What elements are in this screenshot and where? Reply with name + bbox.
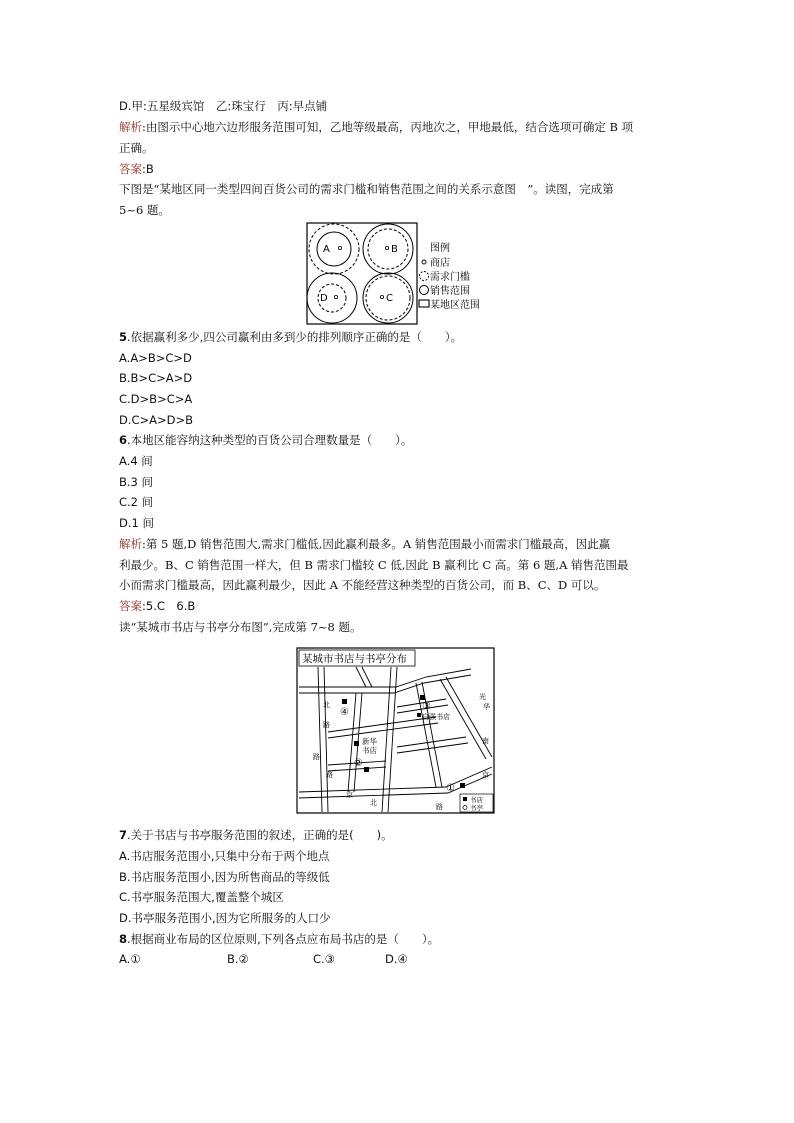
bookstore-2-marker <box>364 767 369 772</box>
road-char-3: 北 <box>323 701 330 709</box>
legend-kiosk: 书亭 <box>470 804 483 812</box>
road-char-10: 路 <box>326 771 333 779</box>
road-char-2: 华 <box>483 703 490 711</box>
q6-option-c: C.2 间 <box>119 495 154 509</box>
legend-range-icon <box>420 286 429 295</box>
intro-5-6-line1: 下图是“某地区同一类型四间百货公司的需求门槛和销售范围之间的关系示意图 ”。读图，完成第 <box>119 182 614 196</box>
road-char-6: 京 <box>482 771 489 779</box>
legend-store: 商店 <box>430 258 450 269</box>
q7-option-a: A.书店服务范围小,只集中分布于两个地点 <box>119 849 330 863</box>
store-b-label: B <box>391 244 398 255</box>
intro-5-6-line2: 5~6 题。 <box>119 203 170 217</box>
road-char-7: 路 <box>313 753 320 761</box>
road-char-9: 京 <box>346 791 353 799</box>
legend-threshold: 需求门槛 <box>430 272 470 283</box>
store-d-range <box>307 273 357 323</box>
store-a-dot <box>338 246 341 249</box>
store-b-dot <box>385 246 388 249</box>
q8-option-a: A.① <box>119 952 141 966</box>
q8-stem <box>119 931 439 947</box>
q5-6-answer-text: :5.C 6.B <box>142 599 196 613</box>
q5-6-analysis-line1 <box>119 536 610 552</box>
q5-option-c: C.D>B>C>A <box>119 392 193 406</box>
q8-option-b: B.② <box>227 952 249 966</box>
ziqiang-bookstore-marker <box>417 713 421 717</box>
q7-stem <box>119 827 393 843</box>
bookstore-map-figure <box>296 647 496 815</box>
q8-options <box>119 951 408 967</box>
map-title: 某城市书店与书亭分布 <box>302 653 407 665</box>
q4-answer <box>119 161 154 177</box>
bookstore-1-marker <box>460 783 465 788</box>
q6-stem <box>119 432 412 448</box>
legend-threshold-icon <box>420 272 429 281</box>
store-c-label: C <box>386 293 393 304</box>
q6-number: 6 <box>119 433 128 447</box>
q8-number: 8 <box>119 932 128 946</box>
xinhua-bookstore-marker <box>354 741 359 746</box>
bookstore-4-marker <box>342 699 347 704</box>
q5-6-analysis-line3: 小而需求门槛最高，因此赢利最少，因此 A 不能经营这种类型的百货公司，而 B、C、D 可以。 <box>119 578 606 592</box>
q5-6-answer <box>119 598 195 614</box>
q6-stem-text: .本地区能容纳这种类型的百货公司合理数量是（ ）。 <box>127 433 413 447</box>
q6-option-d: D.1 间 <box>119 516 154 530</box>
analysis-label: 解析 <box>119 120 142 134</box>
bookstore-3-marker <box>420 695 425 700</box>
road-char-1: 光 <box>479 693 486 701</box>
road-char-5: 南 <box>482 737 489 745</box>
q7-stem-text: .关于书店与书亭服务范围的叙述，正确的是( )。 <box>127 828 393 842</box>
q4-option-d: D.甲:五星级宾馆 乙:珠宝行 丙:早点铺 <box>119 99 328 113</box>
q8-option-c: C.③ <box>313 952 335 966</box>
store-d-label: D <box>320 293 328 304</box>
answer-label: 答案 <box>119 162 142 176</box>
q5-option-d: D.C>A>D>B <box>119 413 194 427</box>
ziqiang-label: 自强书店 <box>422 713 450 721</box>
q4-analysis-cont: 正确。 <box>119 141 154 155</box>
q4-analysis <box>119 119 633 135</box>
q4-analysis-text: :由图示中心地六边形服务范围可知，乙地等级最高，丙地次之，甲地最低，结合选项可确定 B 项 <box>142 120 634 134</box>
store-a-label: A <box>323 244 330 255</box>
q7-number: 7 <box>119 828 128 842</box>
legend-bookstore-icon <box>463 797 467 801</box>
store-c-dot <box>380 295 383 298</box>
road-char-11: 路 <box>436 803 443 811</box>
xinhua-label-1: 新华 <box>362 737 377 746</box>
analysis-label-2: 解析 <box>119 537 142 551</box>
site-3-label: ③ <box>422 701 431 712</box>
legend-range: 销售范围 <box>430 286 470 297</box>
legend-store-icon <box>422 260 426 264</box>
q5-option-b: B.B>C>A>D <box>119 371 193 385</box>
store-threshold-figure <box>306 222 506 326</box>
legend-title: 图例 <box>430 243 450 254</box>
q5-option-a: A.A>B>C>D <box>119 351 192 365</box>
q5-number: 5 <box>119 330 128 344</box>
xinhua-label-2: 书店 <box>362 746 377 755</box>
q8-stem-text: .根据商业布局的区位原则,下列各点应布局书店的是（ ）。 <box>127 932 440 946</box>
q4-answer-text: :B <box>142 162 154 176</box>
q6-option-a: A.4 间 <box>119 454 153 468</box>
q5-stem <box>119 329 462 345</box>
map-frame <box>297 648 494 813</box>
q8-option-d: D.④ <box>385 952 408 966</box>
q7-option-b: B.书店服务范围小,因为所售商品的等级低 <box>119 870 330 884</box>
legend-region: 某地区范围 <box>430 300 480 311</box>
intro-7-8: 读“某城市书店与书亭分布图”,完成第 7~8 题。 <box>119 620 362 634</box>
q5-6-analysis-line2: 利最少。B、C 销售范围一样大，但 B 需求门槛较 C 低,因此 B 赢利比 C 高。第 6 题,A 销售范围最 <box>119 558 629 572</box>
q5-stem-text: .依据赢利多少,四公司赢利由多到少的排列顺序正确的是（ ）。 <box>127 330 463 344</box>
site-1-label: ① <box>446 783 455 794</box>
road-char-4: 路 <box>323 721 330 729</box>
legend-region-icon <box>419 300 429 307</box>
store-d-dot <box>334 295 337 298</box>
answer-label-2: 答案 <box>119 599 142 613</box>
site-2-label: ② <box>354 758 363 769</box>
legend-bookstore: 书店 <box>470 796 483 804</box>
q6-option-b: B.3 间 <box>119 475 154 489</box>
road-char-8: 北 <box>370 799 377 807</box>
site-4-label: ④ <box>340 707 349 718</box>
q7-option-d: D.书亭服务范围小,因为它所服务的人口少 <box>119 911 331 925</box>
q5-6-analysis-text1: :第 5 题,D 销售范围大,需求门槛低,因此赢利最多。A 销售范围最小而需求门槛最高，因此赢 <box>142 537 611 551</box>
q7-option-c: C.书亭服务范围大,覆盖整个城区 <box>119 890 284 904</box>
